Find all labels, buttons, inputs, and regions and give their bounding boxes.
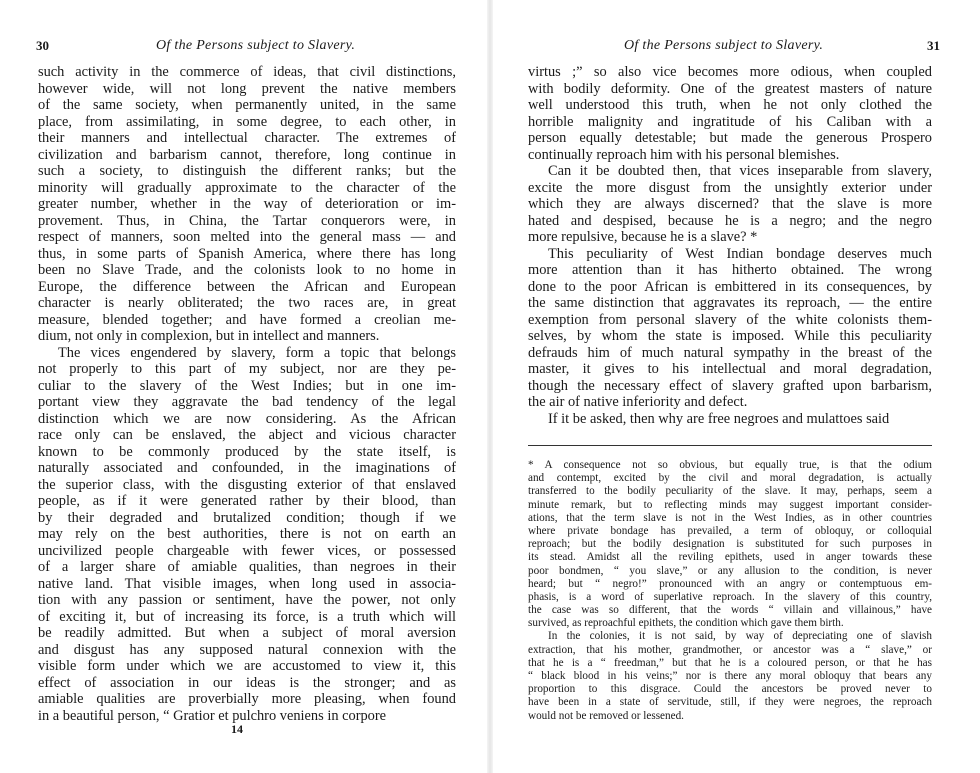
text-line: in a beautiful person, “ Gratior et pulchro veniens in corpore — [38, 707, 387, 724]
text-line: phasis, is a word of superlative reproach. In the slavery of this country, — [528, 590, 932, 603]
paragraph — [528, 163, 932, 246]
signature-mark: 14 — [231, 722, 243, 736]
text-line: measure, blended together; and have formed a creolian me- — [38, 311, 456, 328]
text-line: the case was so different, that the words “ villain and villainous,” have — [528, 604, 932, 617]
text-line: done to the poor African is embittered in its consequences, by — [528, 278, 932, 295]
text-line: the superior class, with the disgusting exterior of that enslaved — [38, 476, 456, 493]
paragraph — [528, 630, 932, 722]
text-line: culiar to the slavery of the West Indies; but in one im- — [38, 377, 456, 394]
left-page-header — [36, 38, 454, 58]
text-line: people, as if it were generated rather by their blood, than — [38, 493, 456, 509]
text-line: the same distinction that aggravates its reproach, — the entire — [528, 295, 932, 311]
text-line: well understood this truth, when he not only clothed the — [528, 97, 932, 113]
text-line: excite the more disgust from the unsightly exterior under — [528, 179, 932, 196]
text-line: more attention than it has hitherto obtained. The wrong — [528, 262, 932, 278]
text-line: its stead. Amidst all the reviling epithets, used in anger towards these — [528, 551, 932, 564]
left-page-body — [38, 64, 456, 724]
text-line: civilization and barbarism cannot, therefore, long continue in — [38, 146, 456, 163]
text-line: “ black blood in his veins;” nor is there any moral obloquy that bears any — [528, 670, 932, 682]
text-line: of the same society, when permanently united, in the same — [38, 97, 456, 113]
text-line: been no Slave Trade, and the colonists look to no home in — [38, 262, 456, 278]
right-running-title: Of the Persons subject to Slavery. — [624, 38, 824, 53]
text-line: character is nearly obliterated; the two races are, in great — [38, 295, 456, 311]
text-line: The vices engendered by slavery, form a topic that belongs — [58, 344, 456, 361]
text-line: survived, as reproachful epithets, the condition which gave them birth. — [528, 617, 844, 630]
footnote-block — [528, 459, 932, 723]
text-line: poor bondmen, “ you slave,” or any allusion to the condition, is never — [528, 564, 932, 577]
text-line: more repulsive, because he is a slave? * — [528, 229, 758, 245]
text-line: respect of manners, soon melted into the general mass — and — [38, 229, 456, 245]
text-line: thus, in some parts of Spanish America, where there has long — [38, 245, 456, 262]
text-line: tion with any passion or sentiment, have the power, not only — [38, 592, 456, 608]
text-line: horrible malignity and ingratitude of his Caliban with a — [528, 113, 932, 130]
text-line: reproach; but the bodily designation is substituted for such purposes in — [528, 538, 932, 551]
text-line: such a society, to distinguish the different ranks; but the — [38, 163, 456, 179]
text-line: extraction, that his mother, grandmother, or ancestor was a “ slave,” or — [528, 643, 932, 656]
text-line: * A consequence not so obvious, but equally true, is that the odium — [528, 459, 932, 471]
text-line: continually reproach him with his personal blemishes. — [528, 146, 840, 163]
text-line: and contempt, excited by the civil and moral degradation, is actually — [528, 472, 932, 485]
text-line: of exciting it, but of increasing its force, is a truth which will — [38, 608, 456, 625]
text-line: native land. That visible images, when long used in associa- — [38, 575, 456, 592]
text-line: dium, not only in complexion, but in intellect and manners. — [38, 328, 380, 344]
text-line: master, it gives to his intellectual and moral degradation, — [528, 361, 932, 377]
text-line: that he is a “ freedman,” but that he is a coloured person, or that he has — [528, 656, 932, 669]
paragraph — [528, 64, 932, 163]
text-line: however wide, will not long prevent the native members — [38, 80, 456, 97]
right-page-body — [528, 64, 932, 427]
text-line: effect of association in our ideas is the stronger; and as — [38, 674, 456, 691]
left-running-title: Of the Persons subject to Slavery. — [156, 38, 356, 53]
text-line: race only can be enslaved, the abject and vicious character — [38, 427, 456, 443]
text-line: Can it be doubted then, that vices inseparable from slavery, — [548, 163, 932, 179]
text-line: This peculiarity of West Indian bondage deserves much — [548, 245, 932, 262]
text-line: ations, that the term slave is not in the West Indies, as in other countries — [528, 511, 932, 524]
text-line: not properly to this part of my subject, nor are they pe- — [38, 361, 456, 377]
text-line: provement. Thus, in China, the Tartar conquerors were, in — [38, 212, 456, 229]
text-line: distinction which we are now considering. As the African — [38, 410, 456, 427]
text-line: the air of native inferiority and defect. — [528, 394, 748, 410]
text-line: though the necessary effect of slavery grafted upon barbarism, — [528, 377, 932, 394]
text-line: known to be commonly produced by the state itself, is — [38, 443, 456, 460]
right-page — [490, 0, 980, 773]
text-line: of a larger share of amiable qualities, than negroes in their — [38, 559, 456, 575]
text-line: Europe, the difference between the African and European — [38, 278, 456, 295]
paragraph — [528, 411, 932, 428]
right-page-header — [526, 38, 944, 58]
text-line: may rely on the best authorities, there is not on earth an — [38, 526, 456, 542]
text-line: have been in a state of servitude, still, if they were negroes, the reproach — [528, 696, 932, 709]
footnote-rule — [528, 445, 932, 446]
text-line: which they are always discerned? that the slave is more — [528, 196, 932, 212]
text-line: If it be asked, then why are free negroes and mulattoes said — [548, 410, 890, 427]
text-line: portant view they aggravate the bad tendency of the legal — [38, 394, 456, 410]
text-line: exemption from personal slavery of the white colonists them- — [528, 311, 932, 328]
text-line: amiable qualities are proverbially more pleasing, when found — [38, 691, 456, 707]
text-line: where private bondage has prevailed, a term of obloquy, or colloquial — [528, 524, 932, 537]
text-line: with bodily deformity. One of the greatest masters of nature — [528, 80, 932, 97]
text-line: and disgust has any supposed natural connexion with the — [38, 641, 456, 658]
text-line: hated and despised, because he is a negro; and the negro — [528, 212, 932, 229]
text-line: their manners and intellectual character. The extremes of — [38, 130, 456, 146]
text-line: place, from assimilating, in some degree, to each other, in — [38, 113, 456, 130]
left-page-number: 30 — [36, 38, 49, 53]
text-line: such activity in the commerce of ideas, that civil distinctions, — [38, 64, 456, 80]
text-line: would not be removed or lessened. — [528, 709, 684, 722]
text-line: selves, by whom the state is imposed. While this peculiarity — [528, 328, 932, 344]
paragraph — [38, 64, 456, 345]
paragraph — [528, 246, 932, 411]
right-page-number: 31 — [927, 38, 940, 53]
paragraph — [38, 345, 456, 725]
text-line: by their degraded and brutalized condition; though if we — [38, 509, 456, 526]
text-line: transferred to the bodily peculiarity of the slave. It may, perhaps, seem a — [528, 485, 932, 498]
text-line: minute remark, but to reflecting minds may suggest important consider- — [528, 498, 932, 511]
text-line: proportion to this disgrace. Could the ancestors be proved never to — [528, 683, 932, 696]
text-line: be readily admitted. But when a subject of moral aversion — [38, 625, 456, 641]
text-line: In the colonies, it is not said, by way of depreciating one of slavish — [548, 630, 932, 643]
text-line: greater number, whether in the way of deterioration or im- — [38, 196, 456, 212]
text-line: person equally detestable; but made the generous Prospero — [528, 130, 932, 146]
text-line: defrauds him of much natural sympathy in the breast of the — [528, 344, 932, 361]
text-line: heard; but “ negro!” pronounced with an angry or contemptuous em- — [528, 577, 932, 590]
paragraph — [528, 459, 932, 630]
text-line: minority will gradually approximate to the character of the — [38, 179, 456, 196]
text-line: visible form under which we are accustomed to view it, this — [38, 658, 456, 674]
text-line: virtus ;” so also vice becomes more odious, when coupled — [528, 64, 932, 80]
text-line: naturally associated and confounded, in the imaginations of — [38, 460, 456, 476]
text-line: uncivilized people chargeable with fewer vices, or possessed — [38, 542, 456, 559]
